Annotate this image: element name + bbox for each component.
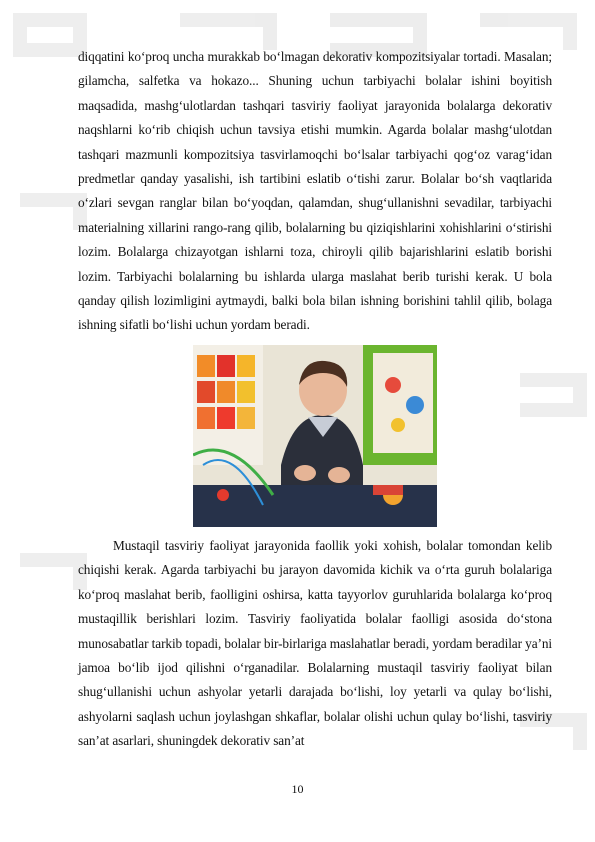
page-number: 10 <box>291 782 304 796</box>
photo-illustration <box>193 345 437 527</box>
page-content <box>78 45 552 754</box>
paragraph-2: Mustaqil tasviriy faoliyat jarayonida faollik yoki xohish, bolalar tomondan kelib chiqishi kerak. Agarda tarbiyachi bu jarayon davomida kichik va o‘rta guruh bolalariga ko‘proq maslahat berib, faolligini oshirsa, katta tayyorlov guruhlarida bolalarga ko‘proq mustaqillik berishlari lozim. Tasviriy faoliyatida bolalar faolligi asosida do‘stona munosabatlar tarkib topadi, bolalar bir-birlariga maslahatlar beradi, yordam beradilar ya’ni jamoa bo‘lib ijod qilishni o‘rganadilar. Bolalarning mustaqil tasviriy faoliyat bilan shug‘ullanishi uchun ashyolar yetarli darajada bo‘lishi, loy yetarli va qulay bo‘lishi, ashyolarni saqlash uchun joylashgan shkaflar, bolalar olishi uchun qulay bo‘lishi, tasviriy san’at asarlari, shuningdek dekorativ san’at <box>78 537 552 749</box>
photo-boy-drawing <box>193 345 437 527</box>
paragraph-1: diqqatini ko‘proq uncha murakkab bo‘lmagan dekorativ kompozitsiyalar tortadi. Masalan; gilamcha, salfetka va hokazo... Shuning uchun tarbiyachi bolalar ishini boyitish maqsadida, mashg‘ulotlardan tashqari tasviriy faoliyat jarayonida bolalarga dekorativ naqshlarni ko‘rib chiqish uchun tavsiya etishi mumkin. Agarda bolalar mashg‘ulotdan tashqari mazmunli kompozitsiya tasvirlamoqchi bo‘lsalar tarbiyachi qog‘oz varag‘idan predmetlar qanday yasalishi, ish tartibini eslatib o‘tishi zarur. Bolalar bo‘sh vaqtlarida o‘zlari sevgan ranglar bilan bo‘yoqdan, qalamdan, shug‘ullanishni sevadilar, tarbiyachi materialning xillarini rango-rang qilib, bolalarning bu qiziqishlarini xohishlarini o‘stirishi lozim. Bolalarga chizayotgan ishlarni toza, chiroyli qilib bajarishlarini eslatib borishi lozim. Tarbiyachi bolalarning bu ishlarda ularga maslahat berib turishi kerak. U bola qanday qilish lozimligini aytmaydi, balki bola bilan ishning borishini tahlil qilib, bolaga ishning sifatli bo‘lishi uchun yordam beradi. <box>78 49 552 333</box>
